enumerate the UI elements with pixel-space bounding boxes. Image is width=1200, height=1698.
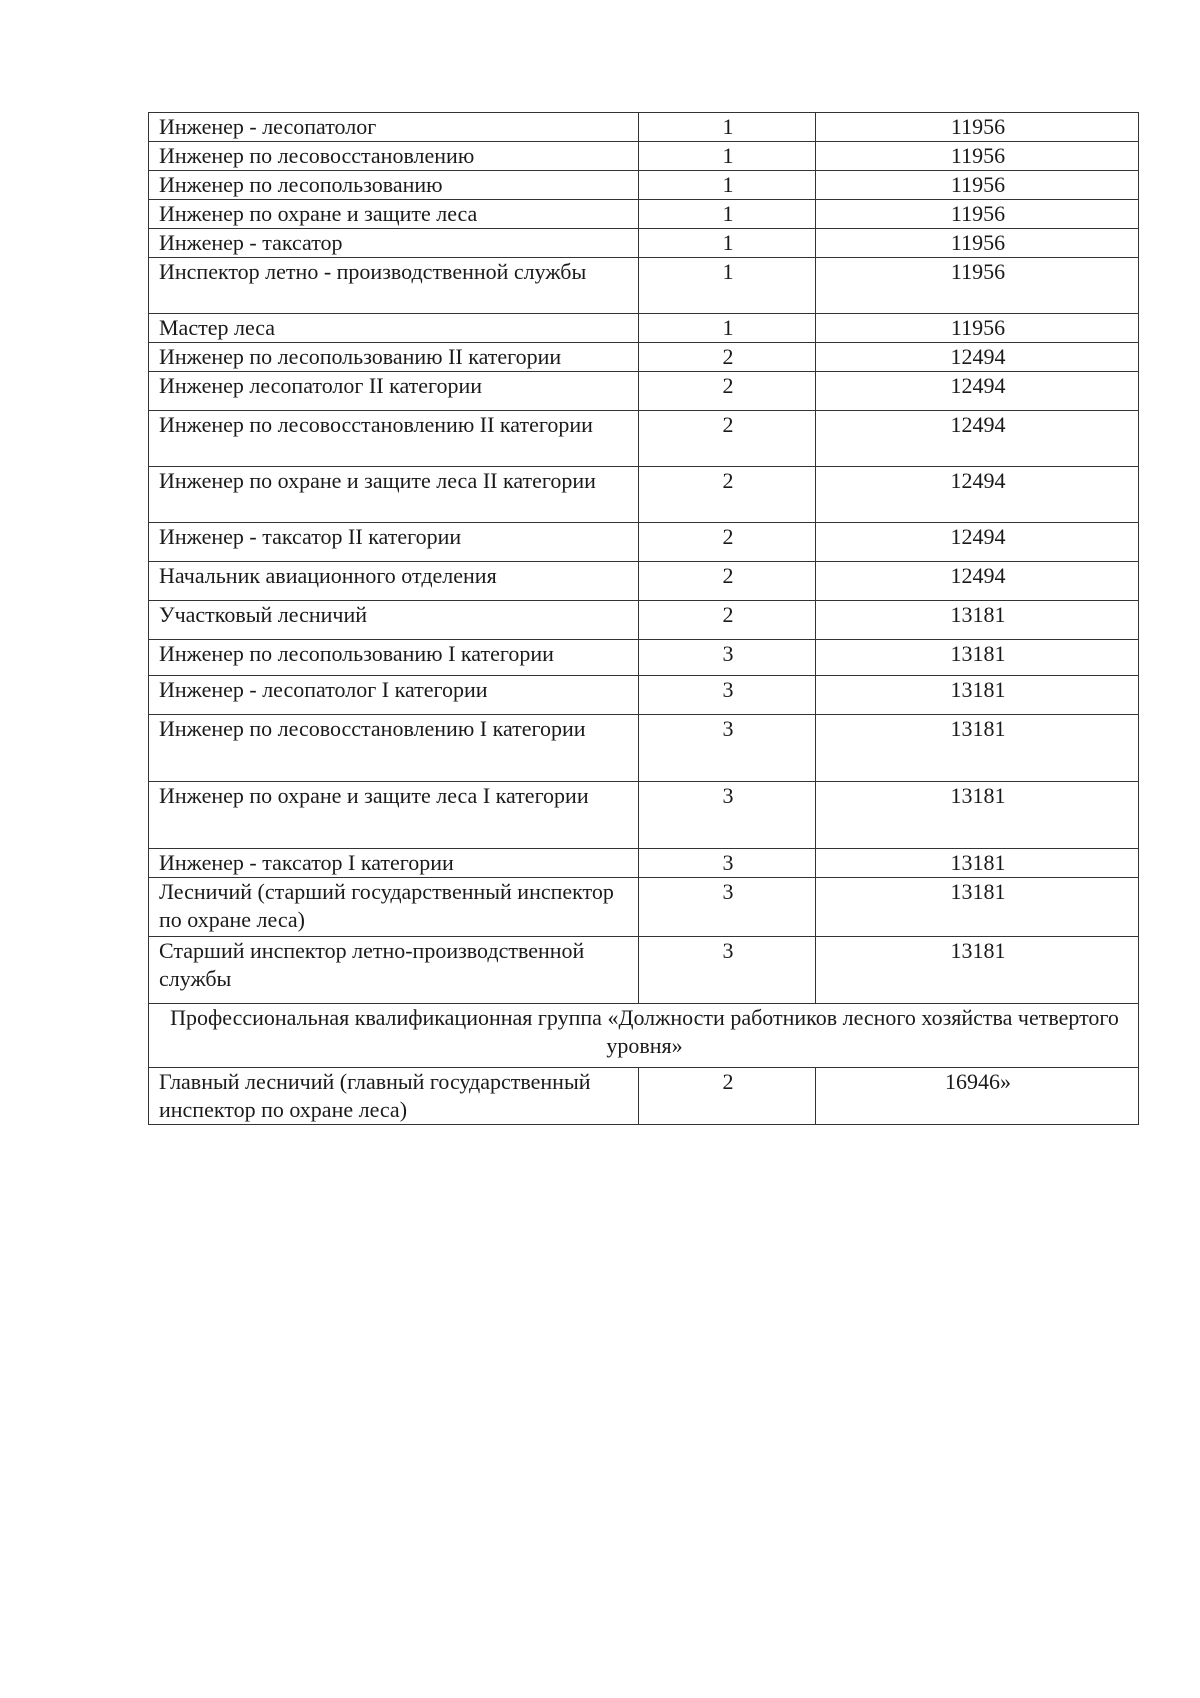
qualification-level-cell: 2 bbox=[639, 372, 816, 411]
position-name-cell: Инженер - таксатор I категории bbox=[149, 849, 639, 878]
salary-cell: 13181 bbox=[816, 715, 1139, 782]
table-row bbox=[149, 782, 1139, 849]
salary-cell: 12494 bbox=[816, 372, 1139, 411]
qualification-level-cell: 1 bbox=[639, 314, 816, 343]
table-row bbox=[149, 523, 1139, 562]
table-row bbox=[149, 258, 1139, 314]
position-name-cell: Инженер - таксатор bbox=[149, 229, 639, 258]
table-row bbox=[149, 314, 1139, 343]
salary-cell: 11956 bbox=[816, 314, 1139, 343]
table-row bbox=[149, 113, 1139, 142]
qualification-level-cell: 1 bbox=[639, 258, 816, 314]
table-row bbox=[149, 676, 1139, 715]
qualification-level-cell: 1 bbox=[639, 113, 816, 142]
position-name-cell: Инженер по охране и защите леса bbox=[149, 200, 639, 229]
qualification-level-cell: 2 bbox=[639, 343, 816, 372]
table-row bbox=[149, 372, 1139, 411]
position-name-cell: Инженер лесопатолог II категории bbox=[149, 372, 639, 411]
table-row bbox=[149, 200, 1139, 229]
position-name-cell: Инженер - лесопатолог I категории bbox=[149, 676, 639, 715]
position-name-cell: Инженер по лесовосстановлению I категории bbox=[149, 715, 639, 782]
qualification-level-cell: 2 bbox=[639, 467, 816, 523]
salary-table-body bbox=[149, 113, 1139, 1125]
position-name-cell: Мастер леса bbox=[149, 314, 639, 343]
position-name-cell: Инспектор летно - производственной службы bbox=[149, 258, 639, 314]
position-name-cell: Старший инспектор летно-производственной службы bbox=[149, 937, 639, 1004]
qualification-level-cell: 3 bbox=[639, 715, 816, 782]
position-name-cell: Начальник авиационного отделения bbox=[149, 562, 639, 601]
qualification-level-cell: 3 bbox=[639, 878, 816, 937]
position-name-cell: Инженер по лесопользованию bbox=[149, 171, 639, 200]
qualification-level-cell: 1 bbox=[639, 142, 816, 171]
table-row bbox=[149, 715, 1139, 782]
salary-table bbox=[148, 112, 1139, 1125]
salary-cell: 12494 bbox=[816, 343, 1139, 372]
position-name-cell: Лесничий (старший государственный инспектор по охране леса) bbox=[149, 878, 639, 937]
qualification-level-cell: 3 bbox=[639, 782, 816, 849]
salary-cell: 13181 bbox=[816, 782, 1139, 849]
qualification-level-cell: 3 bbox=[639, 640, 816, 676]
qualification-level-cell: 1 bbox=[639, 171, 816, 200]
table-row bbox=[149, 171, 1139, 200]
table-row bbox=[149, 411, 1139, 467]
salary-cell: 13181 bbox=[816, 937, 1139, 1004]
table-row bbox=[149, 878, 1139, 937]
salary-cell: 12494 bbox=[816, 523, 1139, 562]
salary-cell: 11956 bbox=[816, 229, 1139, 258]
table-row bbox=[149, 640, 1139, 676]
position-name-cell: Инженер по лесопользованию I категории bbox=[149, 640, 639, 676]
table-row bbox=[149, 562, 1139, 601]
qualification-level-cell: 2 bbox=[639, 601, 816, 640]
salary-cell: 13181 bbox=[816, 676, 1139, 715]
table-row bbox=[149, 849, 1139, 878]
qualification-level-cell: 1 bbox=[639, 200, 816, 229]
salary-cell: 12494 bbox=[816, 562, 1139, 601]
salary-cell: 12494 bbox=[816, 411, 1139, 467]
qualification-level-cell: 2 bbox=[639, 1068, 816, 1125]
salary-cell: 11956 bbox=[816, 258, 1139, 314]
qualification-level-cell: 1 bbox=[639, 229, 816, 258]
qualification-level-cell: 3 bbox=[639, 937, 816, 1004]
salary-cell: 13181 bbox=[816, 849, 1139, 878]
position-name-cell: Инженер по лесовосстановлению bbox=[149, 142, 639, 171]
position-name-cell: Инженер по охране и защите леса II категории bbox=[149, 467, 639, 523]
qualification-level-cell: 2 bbox=[639, 523, 816, 562]
salary-cell: 13181 bbox=[816, 878, 1139, 937]
salary-cell: 11956 bbox=[816, 142, 1139, 171]
qualification-level-cell: 3 bbox=[639, 676, 816, 715]
salary-cell: 11956 bbox=[816, 200, 1139, 229]
salary-cell: 12494 bbox=[816, 467, 1139, 523]
qualification-level-cell: 2 bbox=[639, 411, 816, 467]
salary-cell: 13181 bbox=[816, 640, 1139, 676]
group-header-text: Профессиональная квалификационная группа «Должности работников лесного хозяйства четвертого уровня» bbox=[149, 1004, 1139, 1068]
table-row bbox=[149, 467, 1139, 523]
table-row bbox=[149, 937, 1139, 1004]
salary-cell: 16946» bbox=[816, 1068, 1139, 1125]
table-row bbox=[149, 229, 1139, 258]
table-row bbox=[149, 142, 1139, 171]
position-name-cell: Инженер - лесопатолог bbox=[149, 113, 639, 142]
position-name-cell: Инженер - таксатор II категории bbox=[149, 523, 639, 562]
table-row bbox=[149, 1068, 1139, 1125]
position-name-cell: Инженер по охране и защите леса I категории bbox=[149, 782, 639, 849]
table-row bbox=[149, 343, 1139, 372]
position-name-cell: Участковый лесничий bbox=[149, 601, 639, 640]
position-name-cell: Инженер по лесовосстановлению II категории bbox=[149, 411, 639, 467]
group-header-row bbox=[149, 1004, 1139, 1068]
position-name-cell: Инженер по лесопользованию II категории bbox=[149, 343, 639, 372]
position-name-cell: Главный лесничий (главный государственный инспектор по охране леса) bbox=[149, 1068, 639, 1125]
salary-cell: 13181 bbox=[816, 601, 1139, 640]
salary-cell: 11956 bbox=[816, 113, 1139, 142]
salary-cell: 11956 bbox=[816, 171, 1139, 200]
qualification-level-cell: 3 bbox=[639, 849, 816, 878]
table-row bbox=[149, 601, 1139, 640]
qualification-level-cell: 2 bbox=[639, 562, 816, 601]
